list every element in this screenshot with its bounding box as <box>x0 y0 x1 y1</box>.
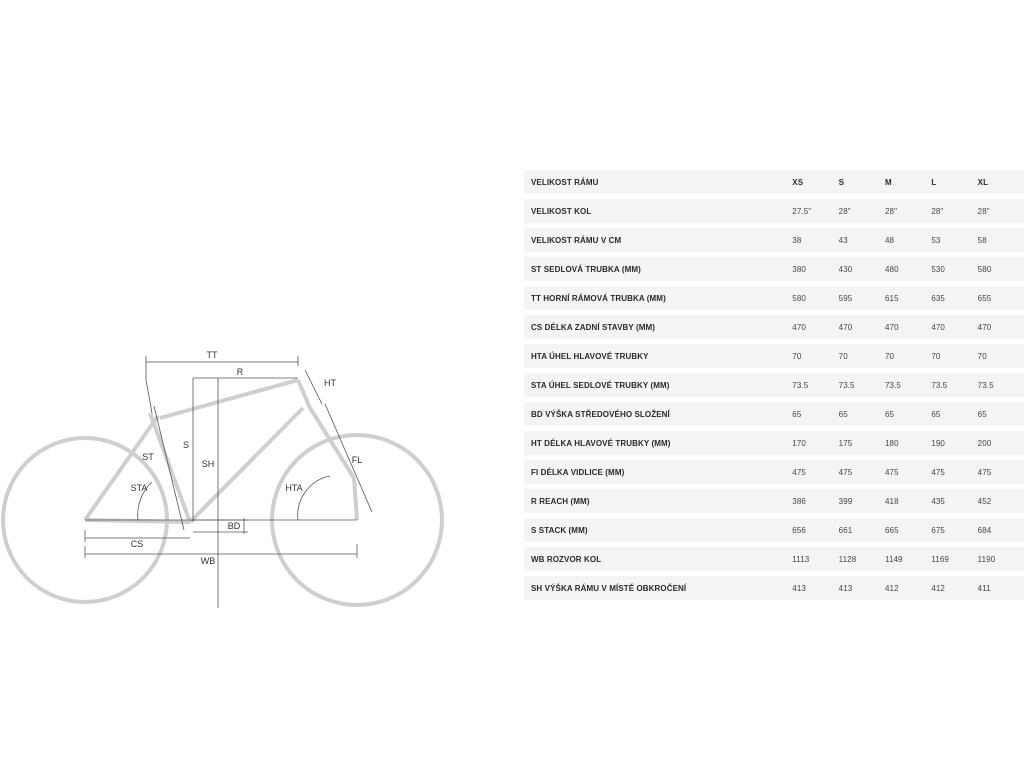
row-label: SH VÝŠKA RÁMU V MÍSTĚ OBKROČENÍ <box>531 583 687 593</box>
table-row <box>524 286 1024 310</box>
row-value: 48 <box>884 235 895 245</box>
row-value: 411 <box>977 583 991 593</box>
row-value: 1169 <box>931 554 949 564</box>
header-size-s: S <box>838 177 845 187</box>
header-size-l: L <box>931 177 937 187</box>
table-row <box>524 344 1024 368</box>
row-value: 28" <box>838 206 851 216</box>
row-value: 53 <box>931 235 941 245</box>
row-label: WB ROZVOR KOL <box>531 554 602 564</box>
row-value: 470 <box>838 322 853 332</box>
row-value: 475 <box>838 467 853 477</box>
row-value: 70 <box>792 351 802 361</box>
row-label: VELIKOST KOL <box>531 206 592 216</box>
table-row <box>524 315 1024 339</box>
row-label: R REACH (MM) <box>531 496 590 506</box>
row-value: 475 <box>792 467 806 477</box>
row-value: 595 <box>838 293 853 303</box>
row-value: 200 <box>977 438 992 448</box>
row-value: 580 <box>792 293 806 303</box>
label-s: S <box>182 440 190 450</box>
head-tube <box>298 380 310 408</box>
row-label: HTA ÚHEL HLAVOVÉ TRUBKY <box>531 351 649 361</box>
row-value: 58 <box>977 235 987 245</box>
row-value: 180 <box>884 438 899 448</box>
tt-extension <box>146 380 152 413</box>
row-value: 430 <box>838 264 853 274</box>
row-label: ST SEDLOVÁ TRUBKA (MM) <box>531 264 641 274</box>
row-value: 470 <box>931 322 945 332</box>
bike-geometry-svg <box>0 170 460 566</box>
row-value: 73.5 <box>792 380 809 390</box>
row-value: 470 <box>884 322 899 332</box>
row-value: 470 <box>977 322 992 332</box>
bike-geometry-diagram <box>0 170 460 566</box>
row-value: 73.5 <box>884 380 901 390</box>
row-value: 70 <box>977 351 987 361</box>
row-value: 73.5 <box>931 380 948 390</box>
row-value: 28" <box>931 206 944 216</box>
row-value: 412 <box>931 583 945 593</box>
row-value: 635 <box>931 293 945 303</box>
row-value: 475 <box>884 467 899 477</box>
fl-dimension <box>325 404 372 512</box>
top-tube <box>160 380 298 418</box>
row-value: 480 <box>884 264 899 274</box>
row-value: 386 <box>792 496 806 506</box>
row-value: 675 <box>931 525 945 535</box>
st-dimension <box>154 406 184 530</box>
table-row <box>524 199 1024 223</box>
label-fl: FL <box>351 455 363 465</box>
label-bd: BD <box>227 521 241 531</box>
table-row <box>524 373 1024 397</box>
row-value: 475 <box>931 467 945 477</box>
row-value: 70 <box>884 351 895 361</box>
row-value: 1190 <box>977 554 996 564</box>
row-value: 65 <box>977 409 987 419</box>
table-row <box>524 228 1024 252</box>
row-value: 418 <box>884 496 899 506</box>
table-header-row <box>524 170 1024 194</box>
row-value: 530 <box>931 264 945 274</box>
row-label: TT HORNÍ RÁMOVÁ TRUBKA (MM) <box>531 293 666 303</box>
row-value: 412 <box>884 583 899 593</box>
row-value: 1149 <box>884 554 903 564</box>
row-value: 470 <box>792 322 806 332</box>
label-wb: WB <box>200 556 216 566</box>
header-label: VELIKOST RÁMU <box>531 177 599 187</box>
header-size-m: M <box>884 177 892 187</box>
row-value: 475 <box>977 467 992 477</box>
row-value: 413 <box>792 583 806 593</box>
label-sta: STA <box>130 483 148 493</box>
row-value: 615 <box>884 293 899 303</box>
table-row <box>524 547 1024 571</box>
label-cs: CS <box>130 539 144 549</box>
row-value: 65 <box>838 409 848 419</box>
row-value: 380 <box>792 264 806 274</box>
row-value: 70 <box>931 351 941 361</box>
table-row <box>524 489 1024 513</box>
row-value: 190 <box>931 438 945 448</box>
table-row <box>524 402 1024 426</box>
label-sh: SH <box>201 459 215 469</box>
table-row <box>524 257 1024 281</box>
row-value: 1128 <box>838 554 857 564</box>
row-value: 65 <box>884 409 895 419</box>
row-label: FI DÉLKA VIDLICE (MM) <box>531 467 625 477</box>
geometry-table <box>524 170 1024 605</box>
table-row <box>524 576 1024 600</box>
row-label: VELIKOST RÁMU V CM <box>531 235 622 245</box>
table-row <box>524 460 1024 484</box>
row-value: 1113 <box>792 554 810 564</box>
row-label: HT DÉLKA HLAVOVÉ TRUBKY (MM) <box>531 438 671 448</box>
row-value: 27.5" <box>792 206 812 216</box>
row-label: STA ÚHEL SEDLOVÉ TRUBKY (MM) <box>531 380 670 390</box>
row-value: 655 <box>977 293 992 303</box>
label-tt: TT <box>206 350 218 360</box>
table-row <box>524 431 1024 455</box>
row-value: 43 <box>838 235 848 245</box>
label-ht: HT <box>324 378 336 388</box>
row-value: 413 <box>838 583 853 593</box>
row-label: S STACK (MM) <box>531 525 588 535</box>
row-value: 175 <box>838 438 853 448</box>
header-size-xl: XL <box>977 177 989 187</box>
row-value: 452 <box>977 496 992 506</box>
fork-lower <box>354 478 357 520</box>
row-value: 28" <box>977 206 990 216</box>
label-st: ST <box>142 452 154 462</box>
table-row <box>524 518 1024 542</box>
row-value: 661 <box>838 525 853 535</box>
header-size-xs: XS <box>792 177 804 187</box>
row-value: 684 <box>977 525 992 535</box>
row-value: 38 <box>792 235 802 245</box>
row-label: BD VÝŠKA STŘEDOVÉHO SLOŽENÍ <box>531 409 670 419</box>
row-value: 73.5 <box>977 380 994 390</box>
row-value: 73.5 <box>838 380 855 390</box>
row-label: CS DÉLKA ZADNÍ STAVBY (MM) <box>531 322 656 332</box>
table-body <box>524 199 1024 600</box>
row-value: 435 <box>931 496 945 506</box>
row-value: 399 <box>838 496 853 506</box>
row-value: 580 <box>977 264 992 274</box>
row-value: 70 <box>838 351 848 361</box>
row-value: 665 <box>884 525 899 535</box>
label-hta: HTA <box>285 483 303 493</box>
row-value: 656 <box>792 525 806 535</box>
label-r: R <box>236 367 244 377</box>
row-value: 28" <box>884 206 898 216</box>
row-value: 65 <box>792 409 802 419</box>
seat-tube <box>150 413 190 522</box>
row-value: 65 <box>931 409 941 419</box>
bike-frame <box>3 380 442 605</box>
row-value: 170 <box>792 438 806 448</box>
